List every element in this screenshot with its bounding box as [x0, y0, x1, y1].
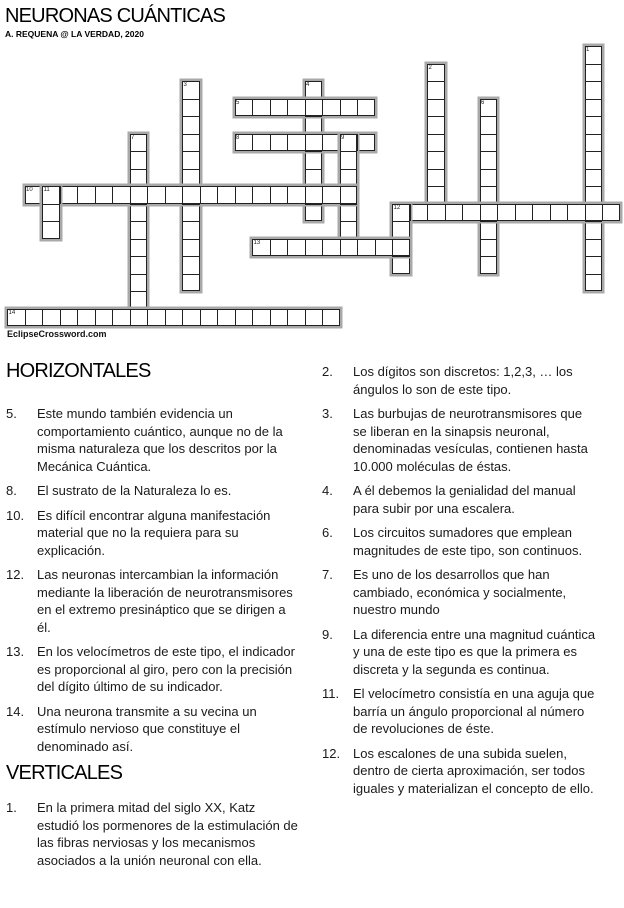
clue-text: Los escalones de una subida suelen, dentro de cierta aproximación, ser todos iguales y materializan el concepto de ello.: [353, 745, 594, 796]
cell-number: 5: [236, 99, 240, 106]
clue-text: La diferencia entre una magnitud cuántica y una de este tipo es que la primera es discreta y la segunda es continua.: [353, 626, 596, 677]
watermark-text: EclipseCrossword.com: [7, 329, 107, 339]
cell-divider: [427, 81, 445, 82]
cell-divider: [252, 134, 253, 152]
cell-divider: [480, 239, 498, 240]
cell-divider: [585, 186, 603, 187]
cell-divider: [95, 186, 96, 204]
clue-number: 1.: [6, 800, 17, 815]
cell-divider: [270, 99, 271, 117]
cell-number: 9: [341, 134, 345, 141]
cell-divider: [340, 99, 341, 117]
cell-divider: [585, 204, 586, 222]
cell-divider: [585, 169, 603, 170]
cell-divider: [305, 309, 306, 327]
cell-divider: [497, 204, 498, 222]
clue-text: El sustrato de la Naturaleza lo es.: [37, 483, 232, 498]
cell-divider: [182, 116, 200, 117]
cell-divider: [305, 134, 323, 135]
clue-text: A él debemos la genialidad del manual para subir por una escalera.: [353, 483, 576, 516]
cell-divider: [305, 99, 323, 100]
word-13-across[interactable]: [252, 239, 410, 257]
down-clues-list-right: [322, 363, 598, 797]
cell-number: 8: [236, 134, 240, 141]
byline: A. REQUENA @ LA VERDAD, 2020: [5, 29, 144, 39]
cell-divider: [252, 99, 253, 117]
cell-divider: [42, 309, 43, 327]
cell-number: 14: [8, 309, 16, 316]
cell-number: 10: [26, 187, 33, 193]
cell-divider: [480, 221, 498, 222]
cell-divider: [182, 239, 200, 240]
cell-divider: [427, 116, 445, 117]
clue-item: [6, 482, 298, 500]
cell-divider: [480, 116, 498, 117]
clue-number: 13.: [6, 644, 25, 659]
cell-divider: [130, 221, 148, 222]
clue-item: [6, 405, 298, 475]
cell-divider: [322, 99, 323, 117]
cell-number: 2: [428, 64, 432, 71]
cell-divider: [392, 239, 410, 240]
cell-divider: [340, 151, 358, 152]
cell-divider: [130, 186, 148, 187]
cell-divider: [147, 186, 148, 204]
clue-item: [322, 626, 598, 679]
word-2-down[interactable]: [427, 64, 445, 222]
cell-divider: [112, 309, 113, 327]
across-clues-list: [6, 405, 298, 755]
cell-divider: [305, 239, 306, 257]
page-title: NEURONAS CUÁNTICAS: [5, 5, 226, 27]
cell-divider: [287, 134, 288, 152]
cell-divider: [287, 239, 288, 257]
clue-item: [6, 507, 298, 560]
cell-divider: [322, 186, 323, 204]
cell-divider: [340, 239, 358, 240]
clue-text: Es uno de los desarrollos que han cambiado, económica y socialmente, nuestro mundo: [353, 567, 567, 617]
clue-number: 14.: [6, 703, 25, 719]
cell-divider: [270, 186, 271, 204]
cell-number: 3: [183, 82, 187, 88]
clue-text: En los velocímetros de este tipo, el indicador es proporcional al giro, pero con la precisión del dígito último de su indicador.: [37, 644, 295, 694]
cell-divider: [585, 81, 603, 82]
cell-divider: [305, 116, 323, 117]
cell-divider: [182, 169, 200, 170]
cell-divider: [42, 204, 60, 205]
cell-divider: [532, 204, 533, 222]
cell-divider: [550, 204, 551, 222]
cell-divider: [182, 186, 200, 187]
cell-divider: [340, 186, 341, 204]
cell-divider: [480, 204, 498, 205]
cell-divider: [375, 239, 376, 257]
clue-number: 5.: [6, 406, 17, 421]
clue-item: [322, 745, 598, 798]
cell-divider: [42, 221, 60, 222]
clue-item: [322, 482, 598, 517]
cell-divider: [235, 309, 236, 327]
clue-text: En la primera mitad del siglo XX, Katz estudió los pormenores de la estimulación de las fibras nerviosas y los mecanismos asociados a la unión neuronal con ella.: [37, 800, 298, 868]
cell-divider: [392, 221, 410, 222]
cell-divider: [130, 169, 148, 170]
clue-text: Los dígitos son discretos: 1,2,3, … los ángulos lo son de este tipo.: [353, 364, 573, 397]
cell-divider: [182, 309, 183, 327]
cell-divider: [340, 204, 358, 205]
cell-divider: [130, 309, 131, 327]
clue-number: 12.: [322, 745, 341, 761]
cell-divider: [182, 221, 200, 222]
clue-text: Es difícil encontrar alguna manifestación material que no la requiera para su explicación.: [37, 507, 271, 558]
clue-text: Las burbujas de neurotransmisores que se liberan en la sinapsis neuronal, denominadas vesículas, contienen hasta 10.000 moléculas de éstas.: [353, 406, 588, 474]
cell-divider: [585, 116, 603, 117]
cell-divider: [165, 186, 166, 204]
cell-number: 1: [586, 47, 590, 53]
clue-text: Las neuronas intercambian la información mediante la liberación de neurotransmisores en el extremo presináptico que se dirigen a él.: [37, 567, 293, 635]
cell-divider: [322, 309, 323, 327]
cell-divider: [392, 239, 393, 257]
cell-divider: [567, 204, 568, 222]
cell-divider: [585, 134, 603, 135]
cell-divider: [480, 186, 498, 187]
clue-number: 8.: [6, 483, 17, 498]
cell-divider: [305, 186, 306, 204]
clue-number: 10.: [6, 507, 25, 523]
cell-divider: [130, 204, 148, 205]
cell-divider: [357, 134, 358, 152]
clue-number: 2.: [322, 364, 333, 379]
crossword-grid: [0, 0, 624, 350]
cell-divider: [182, 204, 200, 205]
cell-divider: [340, 239, 341, 257]
clue-item: [322, 405, 598, 475]
cell-divider: [182, 151, 200, 152]
cell-divider: [305, 186, 323, 187]
clue-number: 4.: [322, 483, 333, 498]
cell-divider: [95, 309, 96, 327]
word-7-down[interactable]: [130, 134, 148, 327]
cell-divider: [270, 309, 271, 327]
cell-divider: [427, 134, 445, 135]
clue-item: [6, 799, 298, 869]
cell-divider: [305, 134, 306, 152]
cell-divider: [287, 309, 288, 327]
cell-divider: [427, 186, 445, 187]
clue-number: 6.: [322, 525, 333, 540]
cell-divider: [305, 169, 323, 170]
cell-divider: [25, 309, 26, 327]
cell-divider: [130, 186, 131, 204]
cell-divider: [217, 309, 218, 327]
cell-number: 4: [306, 82, 310, 88]
clue-text: Este mundo también evidencia un comportamiento cuántico, aunque no de la misma naturaleza que los descritos por la Mecánica Cuántica.: [37, 406, 283, 474]
clue-number: 7.: [322, 567, 333, 582]
cell-divider: [585, 151, 603, 152]
clues-left-column: [6, 360, 298, 876]
cell-divider: [182, 256, 200, 257]
clue-number: 12.: [6, 567, 25, 582]
cell-divider: [585, 221, 603, 222]
cell-divider: [427, 151, 445, 152]
cell-divider: [480, 256, 498, 257]
cell-divider: [165, 309, 166, 327]
cell-divider: [200, 309, 201, 327]
cell-divider: [340, 169, 358, 170]
cell-divider: [427, 169, 445, 170]
cell-divider: [60, 309, 61, 327]
clue-number: 11.: [322, 686, 340, 701]
word-14-across[interactable]: [7, 309, 340, 327]
clue-item: [322, 363, 598, 398]
cell-divider: [392, 256, 410, 257]
cell-divider: [252, 309, 253, 327]
cell-divider: [147, 309, 148, 327]
clue-item: [6, 643, 298, 696]
cell-divider: [445, 204, 446, 222]
cell-divider: [130, 274, 148, 275]
clue-number: 9.: [322, 626, 333, 642]
cell-divider: [130, 309, 148, 310]
clue-text: Los circuitos sumadores que emplean magnitudes de este tipo, son continuos.: [353, 525, 583, 558]
cell-divider: [410, 204, 411, 222]
word-11-down[interactable]: [42, 186, 60, 239]
clue-item: [322, 566, 598, 619]
clue-item: [322, 524, 598, 559]
cell-divider: [357, 99, 358, 117]
clues-right-column: [322, 363, 598, 804]
cell-divider: [357, 239, 358, 257]
cell-divider: [322, 239, 323, 257]
down-heading: VERTICALES: [6, 762, 123, 784]
cell-divider: [130, 239, 148, 240]
cell-divider: [515, 204, 516, 222]
cell-divider: [585, 274, 603, 275]
clue-item: [322, 685, 598, 738]
cell-divider: [480, 134, 498, 135]
cell-divider: [130, 291, 148, 292]
down-clues-list-left: [6, 799, 298, 869]
cell-divider: [427, 99, 445, 100]
clue-item: [6, 703, 298, 756]
cell-divider: [200, 186, 201, 204]
cell-divider: [427, 204, 428, 222]
cell-number: 7: [131, 134, 135, 141]
cell-divider: [602, 204, 603, 222]
cell-divider: [182, 99, 200, 100]
cell-divider: [182, 134, 200, 135]
word-10-across[interactable]: [25, 186, 358, 204]
cell-divider: [322, 134, 323, 152]
cell-divider: [462, 204, 463, 222]
cell-divider: [270, 239, 271, 257]
cell-divider: [305, 99, 306, 117]
cell-number: 13: [253, 239, 261, 246]
across-heading: HORIZONTALES: [6, 360, 151, 382]
cell-divider: [130, 256, 148, 257]
cell-divider: [182, 186, 183, 204]
clue-text: Una neurona transmite a su vecina un estímulo nervioso que constituye el denominado así.: [37, 703, 257, 754]
cell-divider: [585, 239, 603, 240]
cell-divider: [77, 186, 78, 204]
cell-divider: [305, 204, 323, 205]
cell-divider: [235, 186, 236, 204]
cell-divider: [252, 186, 253, 204]
clue-number: 3.: [322, 406, 333, 421]
cell-divider: [340, 186, 358, 187]
cell-divider: [60, 186, 61, 204]
cell-divider: [287, 186, 288, 204]
cell-divider: [585, 64, 603, 65]
cell-number: 11: [43, 187, 50, 193]
cell-divider: [585, 99, 603, 100]
cell-divider: [585, 256, 603, 257]
cell-divider: [585, 204, 603, 205]
cell-divider: [77, 309, 78, 327]
cell-divider: [305, 151, 323, 152]
clue-text: El velocímetro consistía en una aguja que barría un ángulo proporcional al número de revoluciones de éste.: [353, 686, 595, 736]
cell-divider: [217, 186, 218, 204]
cell-divider: [112, 186, 113, 204]
cell-divider: [130, 151, 148, 152]
cell-divider: [287, 99, 288, 117]
cell-divider: [427, 204, 445, 205]
cell-divider: [480, 151, 498, 152]
cell-divider: [480, 204, 481, 222]
cell-divider: [182, 274, 200, 275]
cell-divider: [340, 221, 358, 222]
cell-number: 12: [393, 204, 401, 211]
cell-divider: [270, 134, 271, 152]
cell-divider: [480, 169, 498, 170]
clue-item: [6, 566, 298, 636]
cell-number: 6: [481, 99, 485, 106]
